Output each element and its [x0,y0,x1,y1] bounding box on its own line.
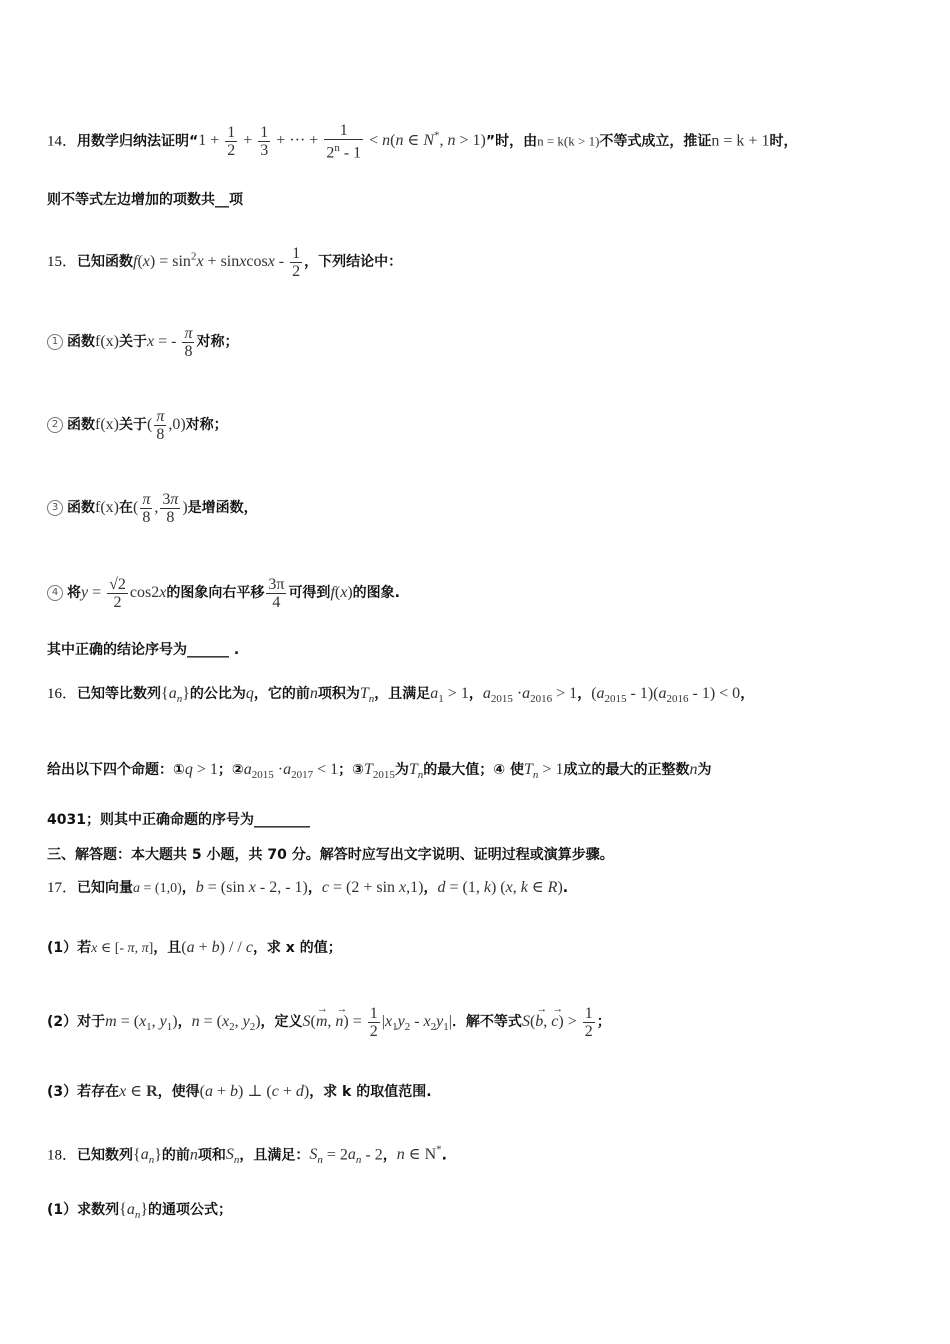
section-3-heading: 三、解答题：本大题共 5 小题，共 70 分。解答时应写出文字说明、证明过程或演算步骤。 [47,847,614,863]
q14-number: 14． [47,133,78,150]
circle-2-icon: 2 [47,417,63,433]
q15-item-1: 1 函数f(x)关于x = - $\frac{\pi}{8}$ 对称； [47,325,238,360]
q17-line1: 17．已知向量a = (1,0)，b = (sin x - 2, - 1)，c = (2 + sin x,1)，d = (1, k) (x, k ∈ R). [47,879,569,896]
q17-part1: (1）若x ∈ [- π, π]，且(a + b) / / c，求 x 的值； [47,939,342,956]
q18-line1: 18．已知数列$\{a_n\}$的前n项和$S_n$，且满足：$S_n = 2a_n - 2$，n ∈ N*. [47,1144,447,1167]
q15-item-2: 2 函数f(x)关于( $\frac{\pi}{8}$ ,0)对称； [47,408,228,443]
q18-part1: (1）求数列$\{a_n\}$的通项公式； [47,1201,233,1222]
q16-line3: 4031；则其中正确命题的序号为________ [47,812,310,828]
q14-line2: 则不等式左边增加的项数共__项 [47,192,243,208]
circle-3-icon: 3 [47,500,63,516]
q15-item-3: 3 函数f(x)在( $\frac{\pi}{8}$ , $\frac{3\pi}{8}$ )是增函数， [47,491,258,526]
circle-1-icon: 1 [47,334,63,350]
q17-part3: (3）若存在x ∈ R，使得(a + b) ⊥ (c + d)，求 k 的取值范围. [47,1083,432,1100]
q14-inequality: 1 + $\frac{1}{2}$ + $\frac{1}{3}$ + ··· + $\frac{1}{2^n - 1}$ < n(n ∈ N*, n > 1) [198,122,486,162]
q16-line2: 给出以下四个命题：①q > 1；$②a_{2015} \cdot a_{2017} < 1$；$③T_{2015}$为$T_n$的最大值；④ 使$T_n > 1$成立的最大的正整数n为 [47,761,712,782]
q14-line1: 14．用数学归纳法证明“1 + $\frac{1}{2}$ + $\frac{1}{3}$ + ··· + $\frac{1}{2^n - 1}$ < n(n ∈ N*, n > 1)”时，由n = k(k > 1)不等式成立，推证n = k + 1时， [47,122,798,162]
q16-line1: 16．已知等比数列$\{a_n\}$的公比为q，它的前n项积为$T_n$，且满足$a_1 > 1$，$a_{2015} \cdot a_{2016} > 1$，$(a_{2015} - 1)(a_{2016} - 1) < 0$， [47,685,755,706]
q15-conclusion: 其中正确的结论序号为______ . [47,642,240,658]
q17-part2: (2）对于$m = (x_1$, $y_1$)，$n = (x_2$, $y_2$)，定义S(→ m, → n) = $\frac{1}{2}$ $|x_1y_2 - x_2y_1|$．解不等式S(→ b, → c) > $\frac{1}{2}$ ； [47,1005,611,1040]
q15-item-4: 4 将y = $\frac{√2}{2}$ cos2x的图象向右平移 $\frac{3\pi}{4}$ 可得到f(x)的图象. [47,576,400,611]
q15-function: $f(x) = \sin^2x$ + sinxcosx - $\frac{1}{2}$ [133,245,301,280]
circle-4-icon: 4 [47,585,63,601]
q15-line1: 15．已知函数$f(x) = \sin^2x$ + sinxcosx - $\frac{1}{2}$ ，下列结论中： [47,245,403,280]
